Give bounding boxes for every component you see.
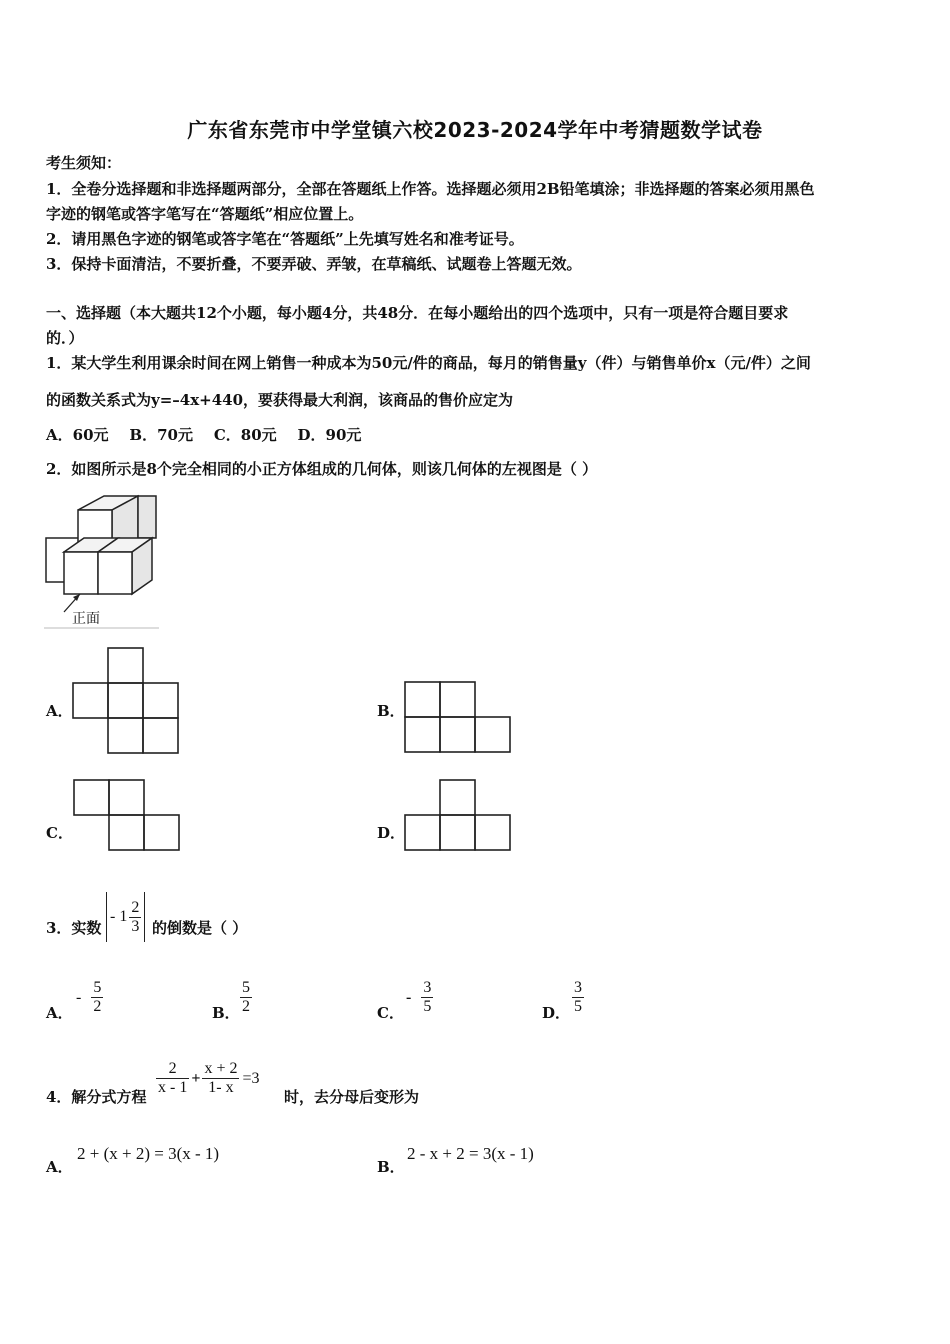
q3-a-sign: - (76, 988, 82, 1006)
q4-suffix: 时，去分母后变形为 (284, 1088, 420, 1106)
q1-stem-a: 1．某大学生利用课余时间在网上销售一种成本为50元/件的商品，每月的销售量y（件）与销售单价x（元/件）之间 (46, 354, 811, 372)
q4-f1-num: 2 (156, 1060, 189, 1079)
notice-line-2: 2．请用黑色字迹的钢笔或答字笔在“答题纸”上先填写姓名和准考证号。 (46, 230, 524, 248)
q4-option-a-label: A． (46, 1158, 73, 1176)
q3-a-den: 2 (93, 998, 102, 1015)
q3-option-c-label: C． (377, 1004, 404, 1022)
q3-option-a-label: A． (46, 1004, 73, 1022)
q2-option-c-figure[interactable] (72, 778, 184, 854)
notice-line-1b: 字迹的钢笔或答字笔写在“答题纸”相应位置上。 (46, 205, 364, 223)
q1-stem-b: 的函数关系式为y=–4x+440，要获得最大利润，该商品的售价应定为 (46, 391, 514, 409)
notice-line-1a: 1．全卷分选择题和非选择题两部分，全部在答题纸上作答。选择题必须用2B铅笔填涂；非选择题的答案必须用黑色 (46, 180, 815, 198)
q4-option-b-label: B． (377, 1158, 405, 1176)
q4-plus: + (191, 1069, 201, 1087)
cube-figure (44, 490, 164, 630)
q3-absolute-value (106, 892, 145, 942)
notice-line-3: 3．保持卡面清洁，不要折叠，不要弄破、弄皱，在草稿纸、试题卷上答题无效。 (46, 255, 582, 273)
q3-a-num: 5 (93, 979, 102, 996)
q4-option-a[interactable]: 2 + (x + 2) = 3(x - 1) (77, 1144, 220, 1163)
page-title: 广东省东莞市中学堂镇六校2023-2024学年中考猜题数学试卷 (187, 118, 763, 142)
q3-option-a[interactable] (76, 979, 103, 1016)
q4-prefix: 4．解分式方程 (46, 1088, 147, 1106)
q2-option-d-figure[interactable] (403, 778, 515, 854)
q4-option-b[interactable]: 2 - x + 2 = 3(x - 1) (407, 1144, 534, 1163)
q3-option-b[interactable] (240, 979, 252, 1016)
q2-option-d-label: D． (377, 824, 406, 842)
q3-abs-sign: - 1 (110, 908, 128, 925)
q3-option-c[interactable] (406, 979, 433, 1016)
q2-option-b-figure[interactable] (403, 680, 515, 756)
q2-option-a-figure[interactable] (72, 646, 182, 756)
q4-eq: =3 (242, 1069, 260, 1087)
q3-d-den: 5 (574, 998, 582, 1015)
q2-stem: 2．如图所示是8个完全相同的小正方体组成的几何体，则该几何体的左视图是（ ） (46, 460, 598, 478)
q2-option-a-label: A． (46, 702, 73, 720)
front-label: 正面 (72, 611, 100, 627)
section-heading-b: 的．） (46, 329, 84, 347)
q3-num: 2 (131, 898, 140, 916)
q3-option-b-label: B． (212, 1004, 240, 1022)
section-heading-a: 一、选择题（本大题共12个小题，每小题4分，共48分．在每小题给出的四个选项中，只有一项是符合题目要求 (46, 304, 789, 322)
notice-heading: 考生须知： (46, 154, 122, 172)
q3-b-den: 2 (242, 998, 250, 1015)
q4-f2-num: x + 2 (204, 1060, 238, 1077)
q4-f1-den: x - 1 (158, 1079, 188, 1096)
q3-c-num: 3 (423, 979, 432, 996)
q4-equation (156, 1060, 260, 1097)
q3-b-num: 5 (242, 979, 250, 996)
q3-prefix: 3．实数 (46, 919, 102, 937)
q4-f2-den: 1- x (208, 1079, 234, 1096)
q3-option-d-label: D． (542, 1004, 571, 1022)
q3-d-num: 3 (574, 979, 582, 996)
q2-option-c-label: C． (46, 824, 73, 842)
q3-den: 3 (131, 917, 140, 935)
q3-option-d[interactable] (572, 979, 584, 1016)
q2-option-b-label: B． (377, 702, 405, 720)
q3-c-sign: - (406, 988, 412, 1006)
q3-c-den: 5 (423, 998, 432, 1015)
q3-suffix: 的倒数是（ ） (152, 919, 248, 937)
q1-options: A．60元 B．70元 C．80元 D．90元 (46, 426, 362, 444)
